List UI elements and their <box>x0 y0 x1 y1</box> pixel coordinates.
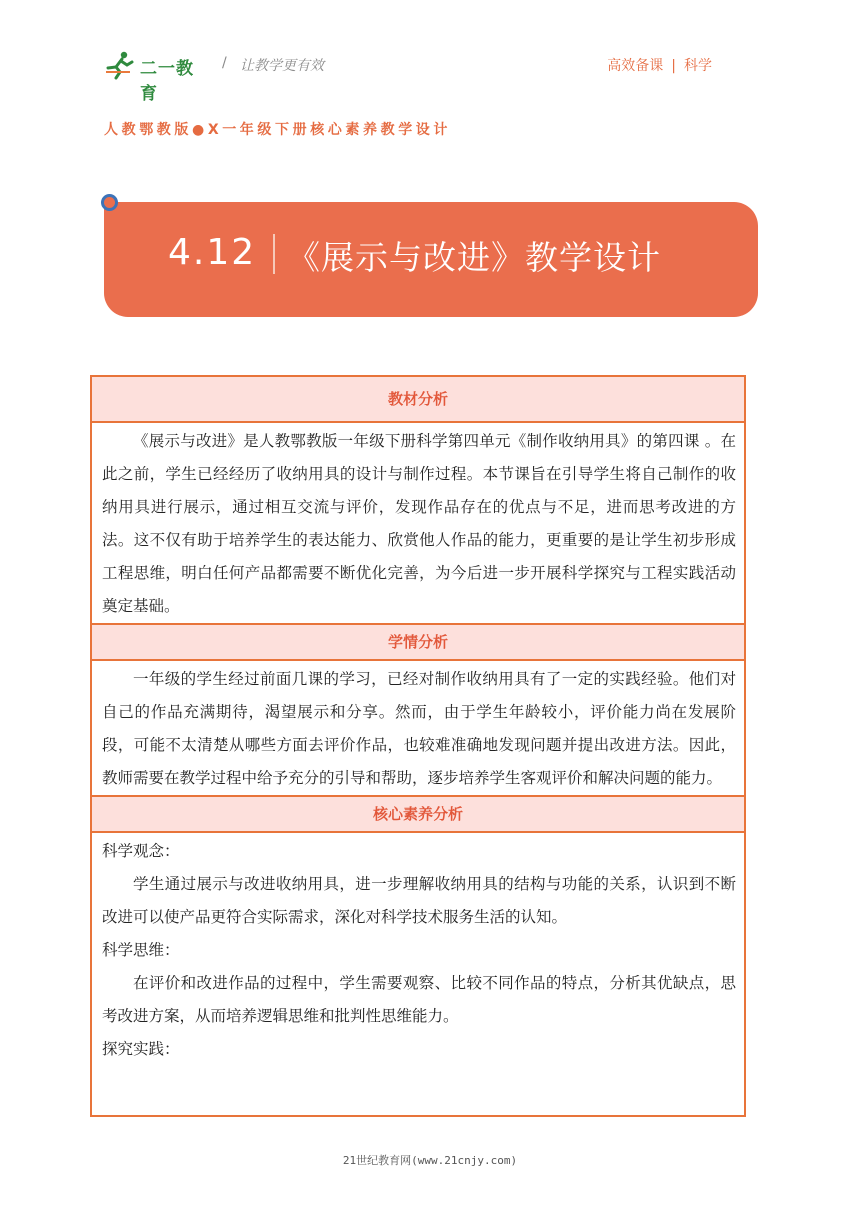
header-subject: 科学 <box>684 58 712 74</box>
slogan-separator: / <box>222 55 227 71</box>
section-body-students <box>92 661 744 797</box>
title-divider <box>273 234 275 274</box>
runner-logo-icon <box>104 50 138 80</box>
core-label-concept: 科学观念： <box>102 842 180 860</box>
core-paragraph-thinking: 在评价和改进作品的过程中，学生需要观察、比较不同作品的特点，分析其优缺点，思考改进方案，从而培养逻辑思维和批判性思维能力。 <box>102 974 736 1025</box>
section-body-textbook <box>92 423 744 625</box>
logo-text: 二一教育 <box>140 59 194 104</box>
section-body-core <box>92 833 744 1066</box>
header-separator: | <box>671 58 676 74</box>
section-heading-core: 核心素养分析 <box>92 797 744 833</box>
page-header <box>0 0 860 104</box>
students-paragraph: 一年级的学生经过前面几课的学习，已经对制作收纳用具有了一定的实践经验。他们对自己的作品充满期待，渴望展示和分享。然而，由于学生年龄较小，评价能力尚在发展阶段，可能不太清楚从哪些方面去评价作品，也较难准确地发现问题并提出改进方法。因此，教师需要在教学过程中给予充分的引导和帮助，逐步培养学生客观评价和解决问题的能力。 <box>102 670 736 787</box>
slogan: 让教学更有效 <box>240 58 324 74</box>
banner-dot-icon <box>101 194 118 211</box>
lesson-number: 4.12 <box>168 232 257 273</box>
core-label-practice: 探究实践： <box>102 1040 180 1058</box>
header-right <box>607 55 712 75</box>
logo <box>104 50 208 104</box>
section-heading-students: 学情分析 <box>92 625 744 661</box>
lesson-title: 《展示与改进》教学设计 <box>287 238 661 277</box>
header-category: 高效备课 <box>607 58 664 74</box>
core-label-thinking: 科学思维： <box>102 941 180 959</box>
page-footer: 21世纪教育网(www.21cnjy.com) <box>342 1154 518 1167</box>
core-paragraph-concept: 学生通过展示与改进收纳用具，进一步理解收纳用具的结构与功能的关系，认识到不断改进可以使产品更符合实际需求，深化对科学技术服务生活的认知。 <box>102 875 736 926</box>
textbook-paragraph: 《展示与改进》是人教鄂教版一年级下册科学第四单元《制作收纳用具》的第四课 。在此之前，学生已经经历了收纳用具的设计与制作过程。本节课旨在引导学生将自己制作的收纳用具进行展示，通过相互交流与评价，发现作品存在的优点与不足，进而思考改进的方法。这不仅有助于培养学生的表达能力、欣赏他人作品的能力，更重要的是让学生初步形成工程思维，明白任何产品都需要不断优化完善，为今后进一步开展科学探究与工程实践活动奠定基础。 <box>102 432 736 615</box>
series-title: 人教鄂教版●X一年级下册核心素养教学设计 <box>104 122 452 138</box>
section-heading-textbook: 教材分析 <box>92 377 744 423</box>
design-table <box>90 375 746 1117</box>
